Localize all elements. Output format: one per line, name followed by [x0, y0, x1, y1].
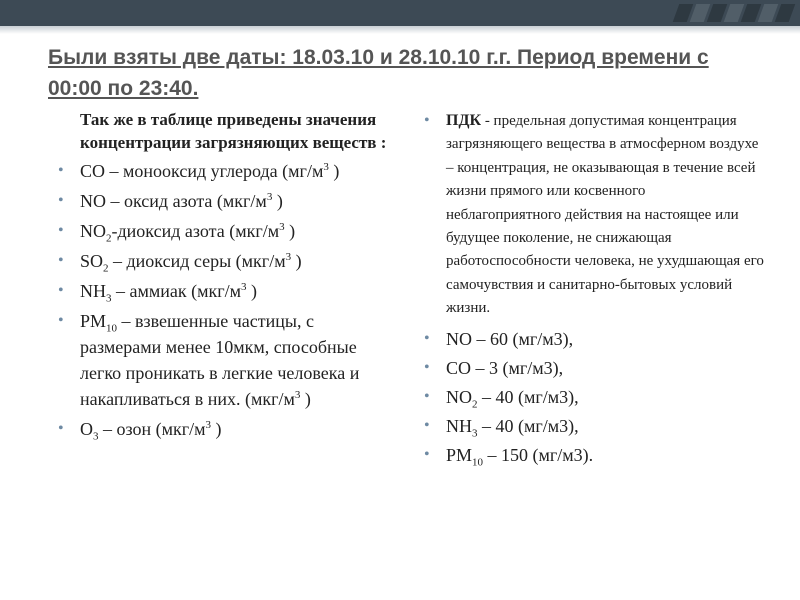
pollutant-item-nh3: • $NH_3$ – аммиак ($мкг/м^3$ )	[58, 278, 388, 304]
pollutant-item-no2: • $NO_2$-диоксид азота ($мкг/м^3$ )	[58, 218, 388, 244]
slide-title: Были взяты две даты: 18.03.10 и 28.10.10 г.г. Период времени с 00:00 по 23:40.	[48, 46, 709, 100]
banner-decoration	[676, 4, 792, 22]
pdk-term: ПДК	[446, 112, 482, 129]
limit-item-no: • NO – 60 (мг/м3),	[424, 327, 764, 351]
pollutant-item-co: • CO – монооксид углерода ($мг/м^3$ )	[58, 158, 388, 184]
pollutant-item-no: • NO – оксид азота ($мкг/м^3$ )	[58, 188, 388, 214]
limit-item-nh3: • $NH_3 - 40$ (мг/м3),	[424, 414, 764, 438]
intro-text: Так же в таблице приведены значения концентрации загрязняющих веществ :	[80, 110, 387, 152]
limit-item-no2: • $NO_2 - 40$ (мг/м3),	[424, 385, 764, 409]
pollutant-item-pm10: • $PM_{10}$ – взвешенные частицы, с размерами менее 10мкм, способные легко проникать в легкие человека и накапливаться в них. ($мкг/м^3$ )	[58, 308, 388, 412]
top-banner	[0, 0, 800, 26]
pollutant-item-o3: • $O_3$ – озон ($мкг/м^3$ )	[58, 416, 388, 442]
pdk-definition	[424, 109, 764, 321]
pdk-description: - предельная допустимая концентрация загрязняющего вещества в атмосферном воздухе – концентрация, не оказывающая в течение всей жизни прямого или косвенного неблагоприятного действия на настоящее или будущее поколение, не снижающая работоспособности человека, не ухудшающая его самочувствия и санитарно-бытовых условий жизни.	[446, 113, 764, 317]
limit-item-co: • CO – 3 (мг/м3),	[424, 356, 764, 380]
pollutant-item-so2: • $SO_2$ – диоксид серы ($мкг/м^3$ )	[58, 248, 388, 274]
banner-shadow	[0, 26, 800, 34]
right-column	[424, 109, 764, 472]
left-column	[58, 108, 388, 446]
limit-item-pm10: • $PM_{10} - 150$ (мг/м3).	[424, 443, 764, 467]
